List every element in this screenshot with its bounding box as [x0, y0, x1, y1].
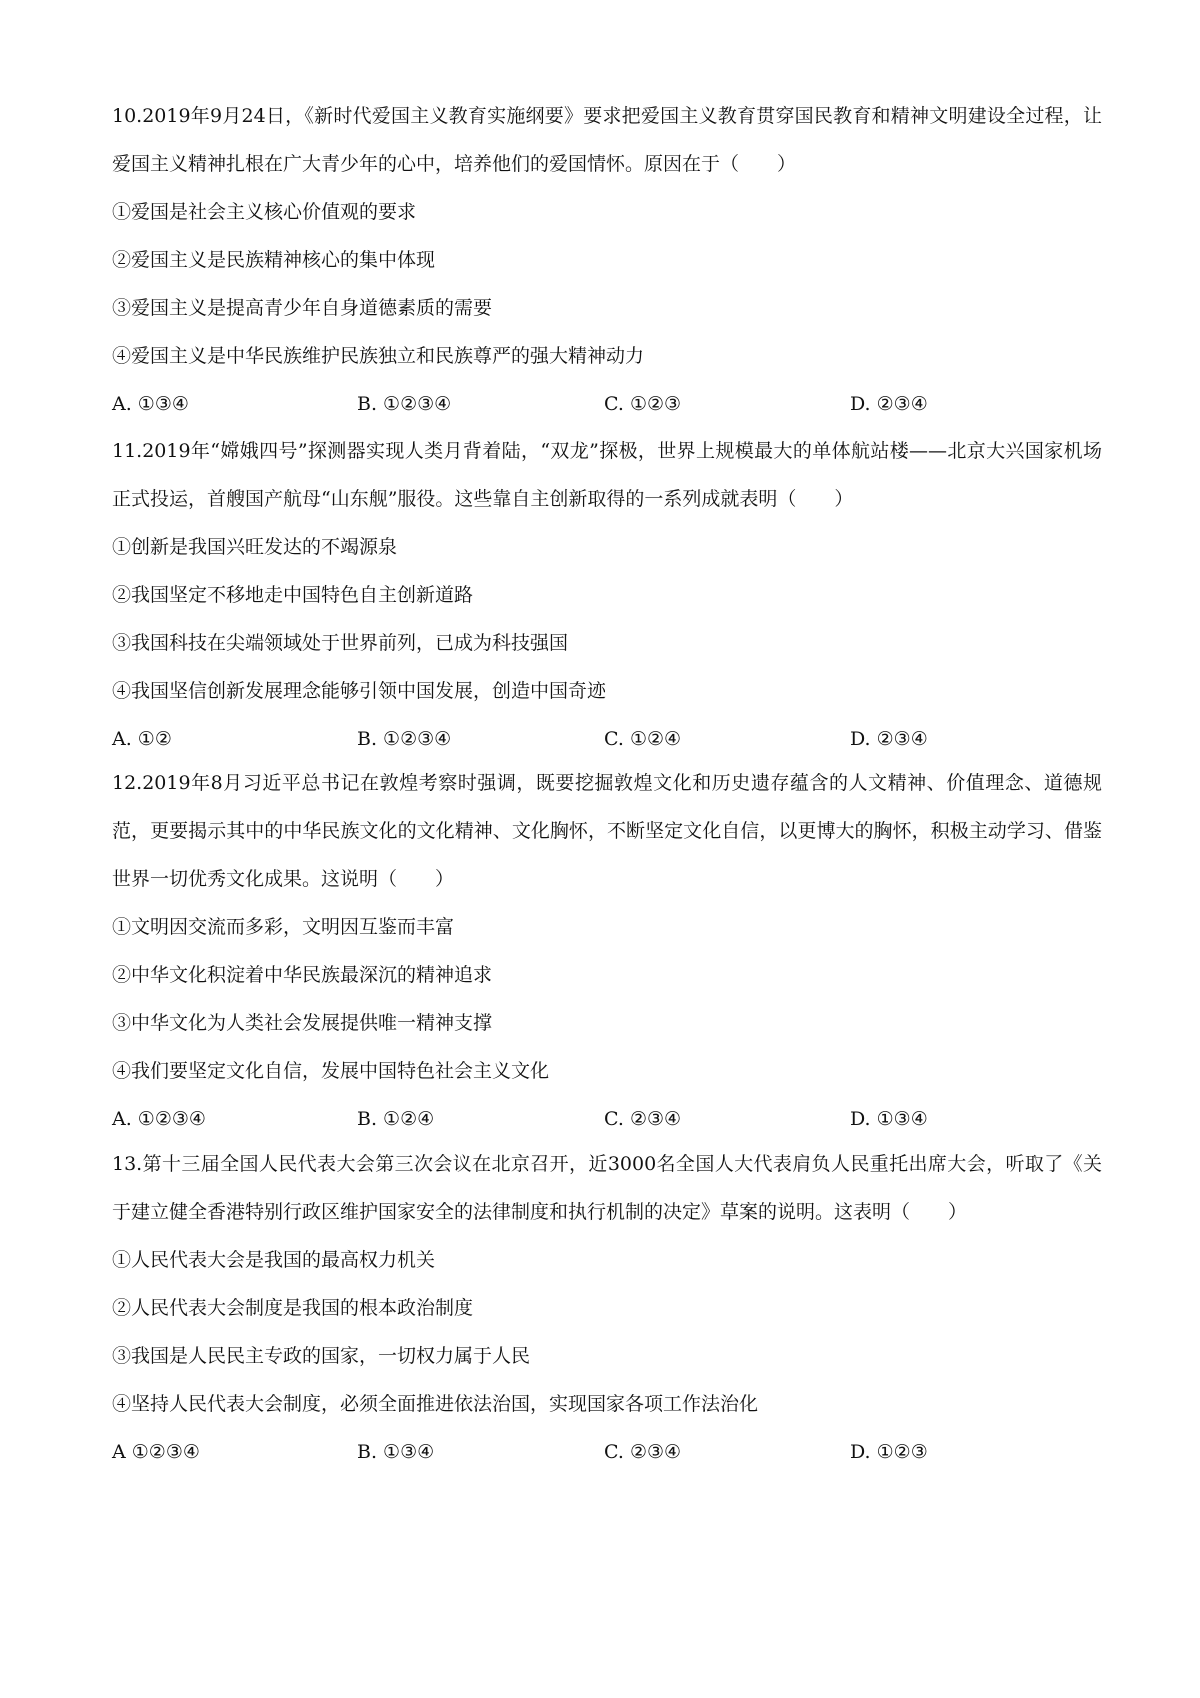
statement-4: ④我们要坚定文化自信，发展中国特色社会主义文化 [112, 1060, 550, 1082]
choice-b[interactable]: B. ①③④ [357, 1441, 435, 1463]
choice-c[interactable]: C. ①②③ [604, 393, 682, 415]
choice-d[interactable]: D. ①③④ [850, 1108, 928, 1130]
choice-b[interactable]: B. ①②③④ [357, 393, 452, 415]
question-stem: 11.2019年“嫦娥四号”探测器实现人类月背着陆，“双龙”探极，世界上规模最大的单体航站楼——北京大兴国家机场正式投运，首艘国产航母“山东舰”服役。这些靠自主创新取得的一系列成就表明（ ） [112, 440, 1102, 510]
question-10 [112, 92, 1102, 428]
choice-d[interactable]: D. ①②③ [850, 1441, 928, 1463]
choice-a[interactable]: A. ①② [112, 728, 172, 750]
question-stem: 10.2019年9月24日，《新时代爱国主义教育实施纲要》要求把爱国主义教育贯穿国民教育和精神文明建设全过程，让爱国主义精神扎根在广大青少年的心中，培养他们的爱国情怀。原因在于（ ） [112, 105, 1102, 175]
choice-b[interactable]: B. ①②④ [357, 1108, 435, 1130]
answer-choices [112, 380, 1102, 428]
statement-1: ①创新是我国兴旺发达的不竭源泉 [112, 536, 398, 558]
choice-c[interactable]: C. ②③④ [604, 1108, 682, 1130]
statement-1: ①爱国是社会主义核心价值观的要求 [112, 201, 417, 223]
answer-choices [112, 1428, 1102, 1476]
statement-1: ①文明因交流而多彩，文明因互鉴而丰富 [112, 916, 455, 938]
question-12 [112, 759, 1102, 1143]
statement-3: ③爱国主义是提高青少年自身道德素质的需要 [112, 297, 493, 319]
question-11 [112, 427, 1102, 763]
statement-4: ④爱国主义是中华民族维护民族独立和民族尊严的强大精神动力 [112, 345, 645, 367]
choice-d[interactable]: D. ②③④ [850, 728, 928, 750]
choice-a[interactable]: A ①②③④ [112, 1441, 200, 1463]
question-stem: 13.第十三届全国人民代表大会第三次会议在北京召开，近3000名全国人大代表肩负人民重托出席大会，听取了《关于建立健全香港特别行政区维护国家安全的法律制度和执行机制的决定》草案的说明。这表明（ ） [112, 1153, 1102, 1223]
choice-d[interactable]: D. ②③④ [850, 393, 928, 415]
statement-3: ③我国科技在尖端领域处于世界前列，已成为科技强国 [112, 632, 569, 654]
choice-b[interactable]: B. ①②③④ [357, 728, 452, 750]
statement-1: ①人民代表大会是我国的最高权力机关 [112, 1249, 436, 1271]
statement-2: ②爱国主义是民族精神核心的集中体现 [112, 249, 436, 271]
statement-3: ③我国是人民民主专政的国家，一切权力属于人民 [112, 1345, 531, 1367]
choice-c[interactable]: C. ①②④ [604, 728, 682, 750]
statement-4: ④坚持人民代表大会制度，必须全面推进依法治国，实现国家各项工作法治化 [112, 1393, 759, 1415]
statement-2: ②中华文化积淀着中华民族最深沉的精神追求 [112, 964, 493, 986]
answer-choices [112, 715, 1102, 763]
question-stem: 12.2019年8月习近平总书记在敦煌考察时强调，既要挖掘敦煌文化和历史遗存蕴含的人文精神、价值理念、道德规范，更要揭示其中的中华民族文化的文化精神、文化胸怀，不断坚定文化自信，以更博大的胸怀，积极主动学习、借鉴世界一切优秀文化成果。这说明（ ） [112, 772, 1102, 890]
choice-c[interactable]: C. ②③④ [604, 1441, 682, 1463]
choice-a[interactable]: A. ①③④ [112, 393, 189, 415]
answer-choices [112, 1095, 1102, 1143]
statement-2: ②我国坚定不移地走中国特色自主创新道路 [112, 584, 474, 606]
question-13 [112, 1140, 1102, 1476]
statement-3: ③中华文化为人类社会发展提供唯一精神支撑 [112, 1012, 493, 1034]
statement-2: ②人民代表大会制度是我国的根本政治制度 [112, 1297, 474, 1319]
statement-4: ④我国坚信创新发展理念能够引领中国发展，创造中国奇迹 [112, 680, 607, 702]
choice-a[interactable]: A. ①②③④ [112, 1108, 206, 1130]
